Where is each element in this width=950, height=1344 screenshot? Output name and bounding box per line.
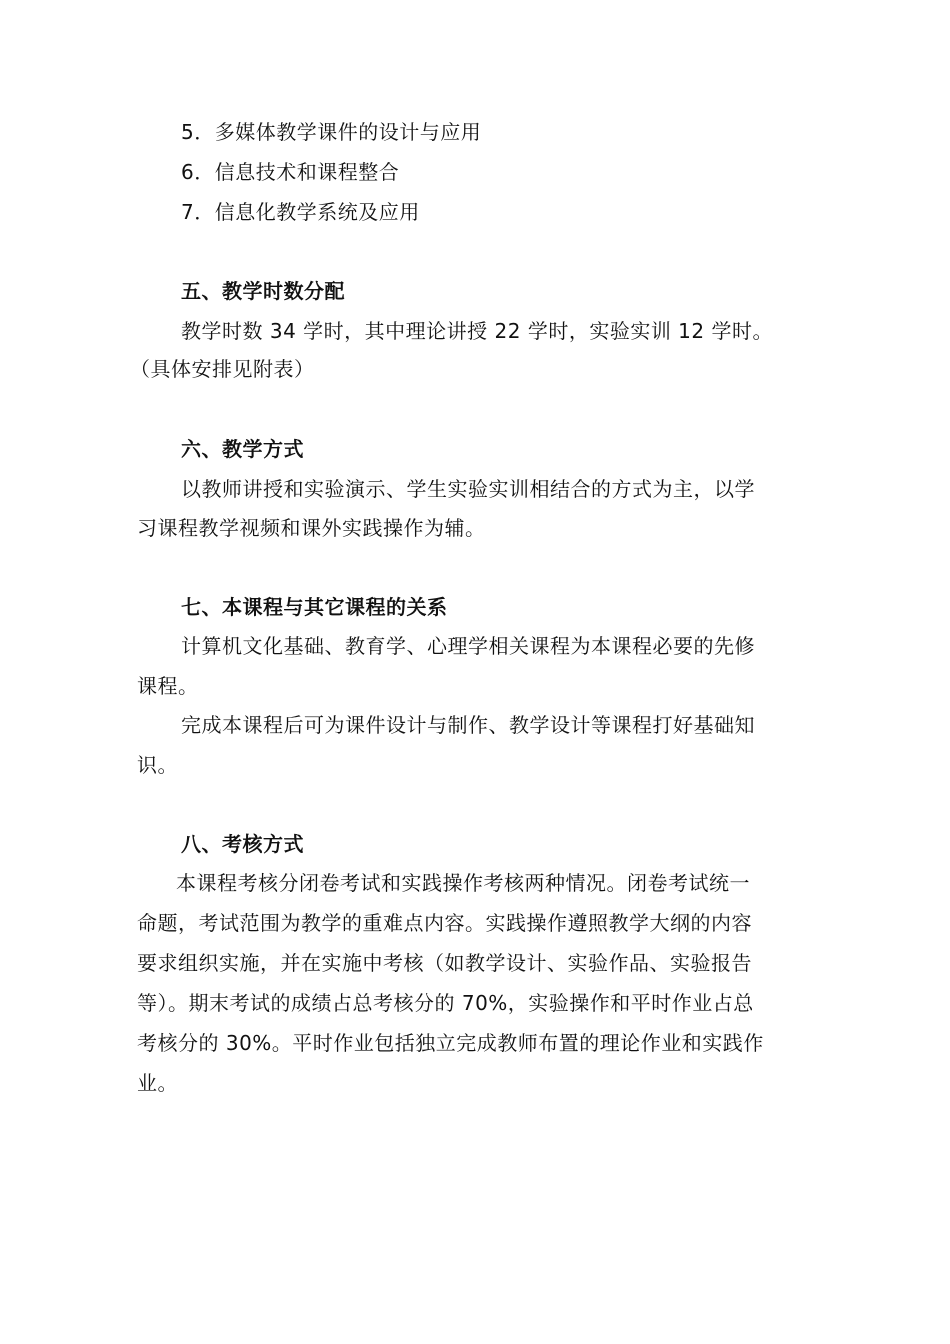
section-heading-5: 五、教学时数分配 xyxy=(181,279,345,303)
list-item-5: 5．多媒体教学课件的设计与应用 xyxy=(181,120,482,144)
paragraph-line: 本课程考核分闭卷考试和实践操作考核两种情况。闭卷考试统一 xyxy=(176,871,750,895)
paragraph-line: 课程。 xyxy=(137,674,199,698)
list-item-6: 6．信息技术和课程整合 xyxy=(181,160,400,184)
paragraph-line: 习课程教学视频和课外实践操作为辅。 xyxy=(137,516,486,540)
paragraph-line: 以教师讲授和实验演示、学生实验实训相结合的方式为主，以学 xyxy=(181,477,755,501)
paragraph-line: 要求组织实施，并在实施中考核（如教学设计、实验作品、实验报告 xyxy=(137,951,752,975)
section-heading-8: 八、考核方式 xyxy=(181,832,304,856)
paragraph-line: （具体安排见附表） xyxy=(130,357,315,381)
paragraph-line: 计算机文化基础、教育学、心理学相关课程为本课程必要的先修 xyxy=(181,634,755,658)
section-heading-6: 六、教学方式 xyxy=(181,437,304,461)
paragraph-line: 命题，考试范围为教学的重难点内容。实践操作遵照教学大纲的内容 xyxy=(137,911,752,935)
paragraph-line: 完成本课程后可为课件设计与制作、教学设计等课程打好基础知 xyxy=(181,713,755,737)
paragraph-line: 考核分的 30%。平时作业包括独立完成教师布置的理论作业和实践作 xyxy=(137,1031,764,1055)
paragraph-line: 教学时数 34 学时，其中理论讲授 22 学时，实验实训 12 学时。 xyxy=(181,319,773,343)
list-item-7: 7．信息化教学系统及应用 xyxy=(181,200,420,224)
paragraph-line: 等）。期末考试的成绩占总考核分的 70%，实验操作和平时作业占总 xyxy=(137,991,754,1015)
section-heading-7: 七、本课程与其它课程的关系 xyxy=(181,595,448,619)
paragraph-line: 业。 xyxy=(137,1071,178,1095)
paragraph-line: 识。 xyxy=(137,753,178,777)
